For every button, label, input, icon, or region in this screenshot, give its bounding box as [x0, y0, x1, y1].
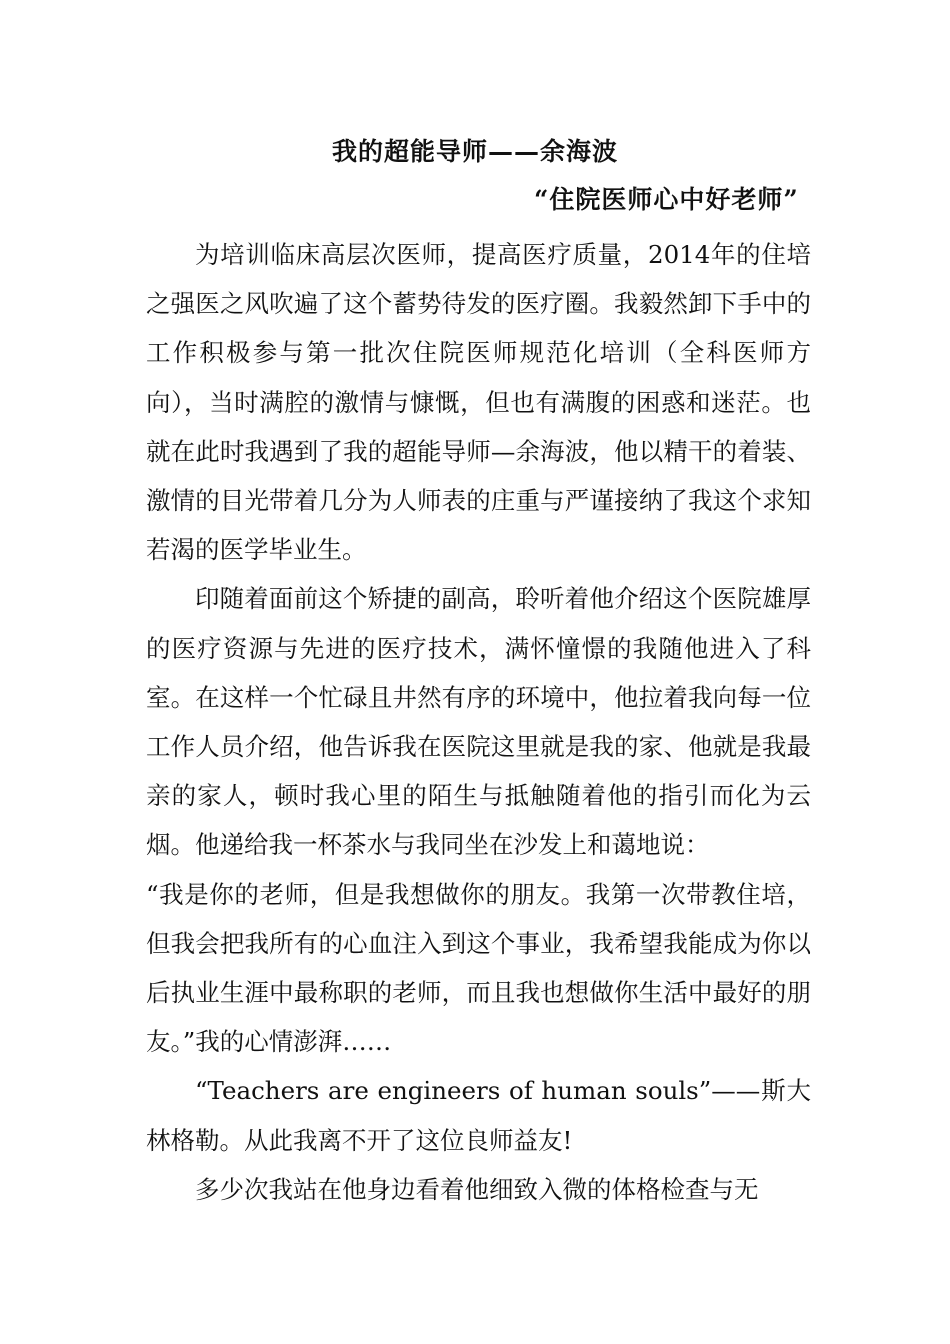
paragraph: 为培训临床高层次医师，提高医疗质量，2014年的住培之强医之风吹遍了这个蓄势待发的医疗圈。我毅然卸下手中的工作积极参与第一批次住院医师规范化培训（全科医师方向），当时满腔的激情与慷慨，但也有满腹的困惑和迷茫。也就在此时我遇到了我的超能导师—余海波，他以精干的着装、激情的目光带着几分为人师表的庄重与严谨接纳了我这个求知若渴的医学毕业生。: [146, 240, 811, 565]
document-body: [146, 230, 811, 1214]
paragraph: 印随着面前这个矫捷的副高，聆听着他介绍这个医院雄厚的医疗资源与先进的医疗技术，满怀憧憬的我随他进入了科室。在这样一个忙碌且井然有序的环境中，他拉着我向每一位工作人员介绍，他告诉我在医院这里就是我的家、他就是我最亲的家人，顿时我心里的陌生与抵触随着他的指引而化为云烟。他递给我一杯茶水与我同坐在沙发上和蔼地说：: [146, 584, 811, 860]
paragraph: “我是你的老师，但是我想做你的朋友。我第一次带教住培，但我会把我所有的心血注入到这个事业，我希望我能成为你以后执业生涯中最称职的老师，而且我也想做你生活中最好的朋友。”我的心情澎湃……: [146, 879, 811, 1057]
document-subtitle: “住院医师心中好老师”: [534, 185, 799, 214]
paragraph: 多少次我站在他身边看着他细致入微的体格检查与无: [195, 1174, 759, 1204]
document-title: 我的超能导师——余海波: [331, 137, 618, 166]
paragraph: “Teachers are engineers of human souls”——斯大林格勒。从此我离不开了这位良师益友!: [146, 1076, 811, 1155]
